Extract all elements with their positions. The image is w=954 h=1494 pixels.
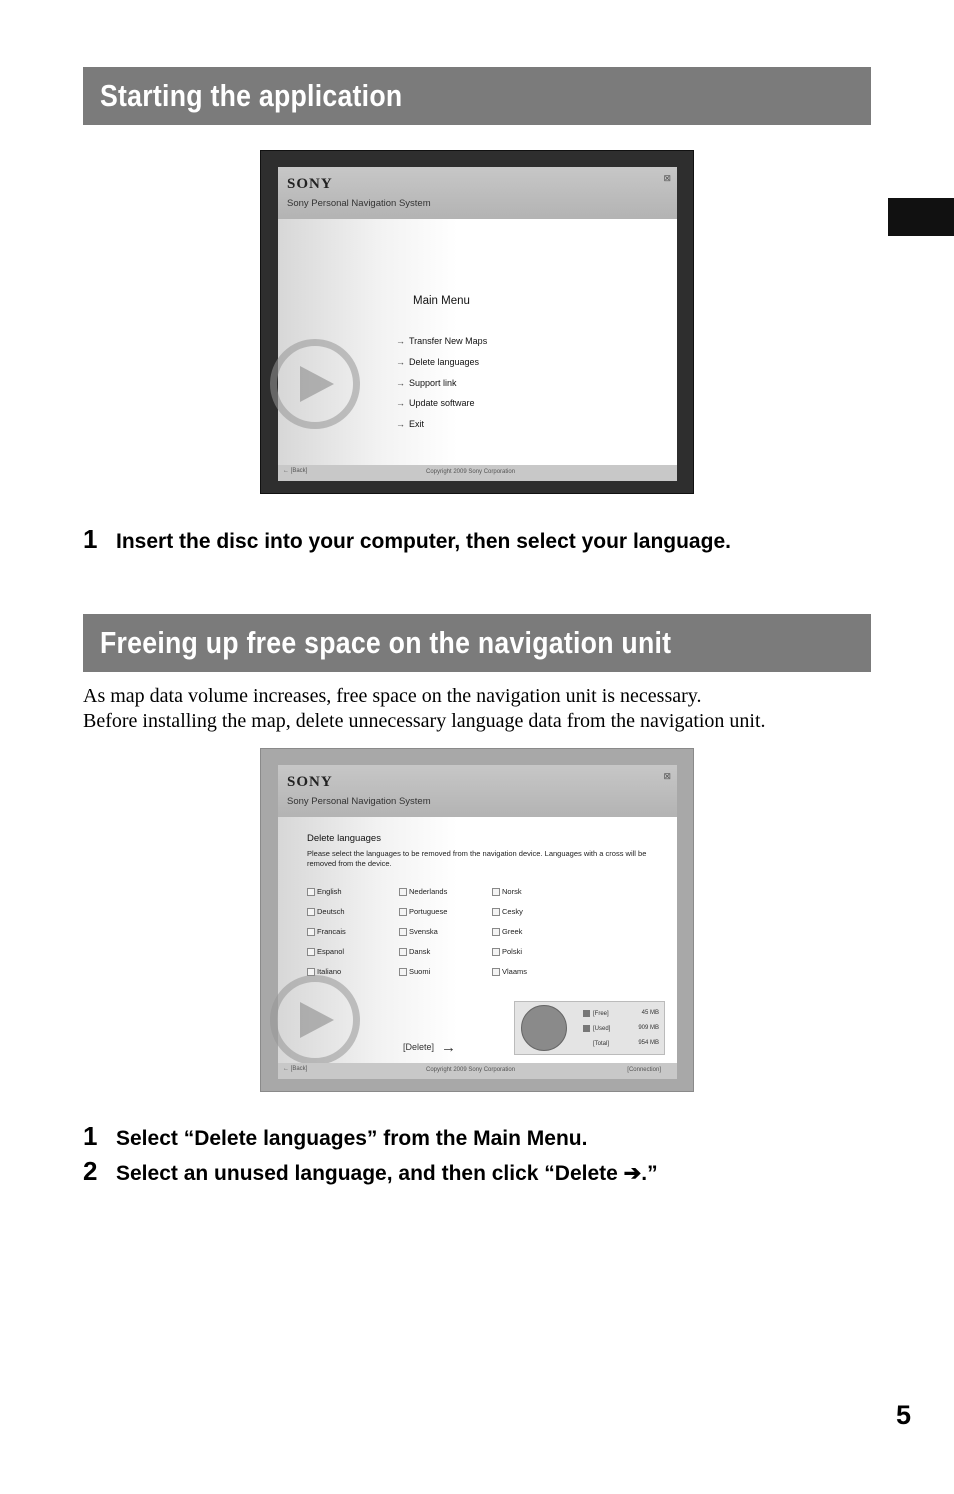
step-1-delete bbox=[83, 1121, 587, 1152]
app-content bbox=[278, 817, 677, 1063]
connection-status: [Connection] bbox=[627, 1067, 661, 1073]
delete-languages-heading: Delete languages bbox=[307, 833, 381, 844]
delete-button[interactable]: [Delete] → bbox=[403, 1039, 457, 1056]
app-header bbox=[278, 765, 677, 817]
app-window bbox=[278, 765, 677, 1079]
checkbox-english[interactable]: English bbox=[307, 887, 342, 896]
step-number: 2 bbox=[83, 1156, 98, 1186]
section-title: Starting the application bbox=[100, 78, 403, 113]
arrow-right-icon: → bbox=[396, 336, 405, 346]
play-arrow-icon bbox=[300, 1002, 334, 1038]
copyright-text: Copyright 2009 Sony Corporation bbox=[426, 469, 516, 475]
menu-item-support-link[interactable]: → Support link bbox=[396, 378, 457, 388]
arrow-right-icon: → bbox=[396, 419, 405, 429]
checkbox-nederlands[interactable]: Nederlands bbox=[399, 887, 447, 896]
memory-total-row: [Total] 954 MB bbox=[593, 1040, 659, 1048]
app-window bbox=[278, 167, 677, 481]
arrow-right-icon: → bbox=[396, 357, 405, 367]
step-text: Select “Delete languages” from the Main Menu. bbox=[116, 1127, 588, 1150]
app-footer bbox=[278, 1063, 677, 1079]
arrow-right-icon: → bbox=[396, 378, 405, 388]
arrow-right-icon: → bbox=[396, 398, 405, 408]
app-subtitle: Sony Personal Navigation System bbox=[287, 796, 431, 807]
checkbox-dansk[interactable]: Dansk bbox=[399, 947, 430, 956]
intro-line-1: As map data volume increases, free space on the navigation unit is necessary. bbox=[83, 685, 702, 707]
checkbox-cesky[interactable]: Cesky bbox=[492, 907, 523, 916]
back-button[interactable]: ← [Back] bbox=[283, 1066, 308, 1072]
checkbox-vlaams[interactable]: Vlaams bbox=[492, 967, 527, 976]
app-subtitle: Sony Personal Navigation System bbox=[287, 198, 431, 209]
menu-item-delete-languages[interactable]: → Delete languages bbox=[396, 357, 480, 367]
checkbox-polski[interactable]: Polski bbox=[492, 947, 522, 956]
checkbox-francais[interactable]: Francais bbox=[307, 927, 346, 936]
step-text: Insert the disc into your computer, then select your language. bbox=[116, 530, 731, 553]
sony-logo: SONY bbox=[287, 176, 333, 192]
delete-languages-screenshot bbox=[260, 748, 694, 1092]
memory-free-row: [Free] 45 MB bbox=[583, 1010, 661, 1017]
copyright-text: Copyright 2009 Sony Corporation bbox=[426, 1067, 516, 1073]
page-number: 5 bbox=[896, 1400, 912, 1430]
step-2-delete bbox=[83, 1156, 658, 1187]
memory-pie-chart bbox=[521, 1005, 567, 1051]
checkbox-suomi[interactable]: Suomi bbox=[399, 967, 430, 976]
arrow-right-icon: → bbox=[441, 1039, 457, 1056]
main-menu-title: Main Menu bbox=[413, 295, 470, 307]
chapter-tab-marker bbox=[888, 198, 954, 236]
play-arrow-icon bbox=[300, 366, 334, 402]
delete-languages-description: Please select the languages to be removed from the navigation device. Languages with a cross will be removed from the device. bbox=[307, 849, 647, 868]
checkbox-deutsch[interactable]: Deutsch bbox=[307, 907, 345, 916]
checkbox-italiano[interactable]: Italiano bbox=[307, 967, 341, 976]
menu-item-update-software[interactable]: → Update software bbox=[396, 398, 475, 408]
checkbox-greek[interactable]: Greek bbox=[492, 927, 522, 936]
checkbox-norsk[interactable]: Norsk bbox=[492, 887, 522, 896]
section-heading-starting bbox=[83, 67, 871, 125]
step-number: 1 bbox=[83, 524, 98, 554]
checkbox-portuguese[interactable]: Portuguese bbox=[399, 907, 447, 916]
app-content bbox=[278, 219, 677, 465]
menu-item-exit[interactable]: → Exit bbox=[396, 419, 425, 429]
main-menu-screenshot bbox=[260, 150, 694, 494]
step-text: Select an unused language, and then click “Delete ➔.” bbox=[116, 1162, 658, 1185]
memory-usage-panel bbox=[514, 1001, 665, 1055]
app-header bbox=[278, 167, 677, 219]
intro-line-2: Before installing the map, delete unnecessary language data from the navigation unit. bbox=[83, 710, 766, 732]
sony-logo: SONY bbox=[287, 774, 333, 790]
step-1-start bbox=[83, 524, 731, 555]
checkbox-svenska[interactable]: Svenska bbox=[399, 927, 438, 936]
section-title: Freeing up free space on the navigation unit bbox=[100, 625, 672, 660]
used-swatch bbox=[583, 1025, 590, 1032]
checkbox-espanol[interactable]: Espanol bbox=[307, 947, 344, 956]
free-swatch bbox=[583, 1010, 590, 1017]
back-button[interactable]: ← [Back] bbox=[283, 468, 308, 474]
section-heading-freeing bbox=[83, 614, 871, 672]
close-icon[interactable]: ⊠ bbox=[663, 771, 671, 781]
app-footer bbox=[278, 465, 677, 481]
memory-used-row: [Used] 909 MB bbox=[583, 1025, 661, 1032]
close-icon[interactable]: ⊠ bbox=[663, 173, 671, 183]
step-number: 1 bbox=[83, 1121, 98, 1151]
menu-item-transfer-new-maps[interactable]: → Transfer New Maps bbox=[396, 336, 488, 346]
